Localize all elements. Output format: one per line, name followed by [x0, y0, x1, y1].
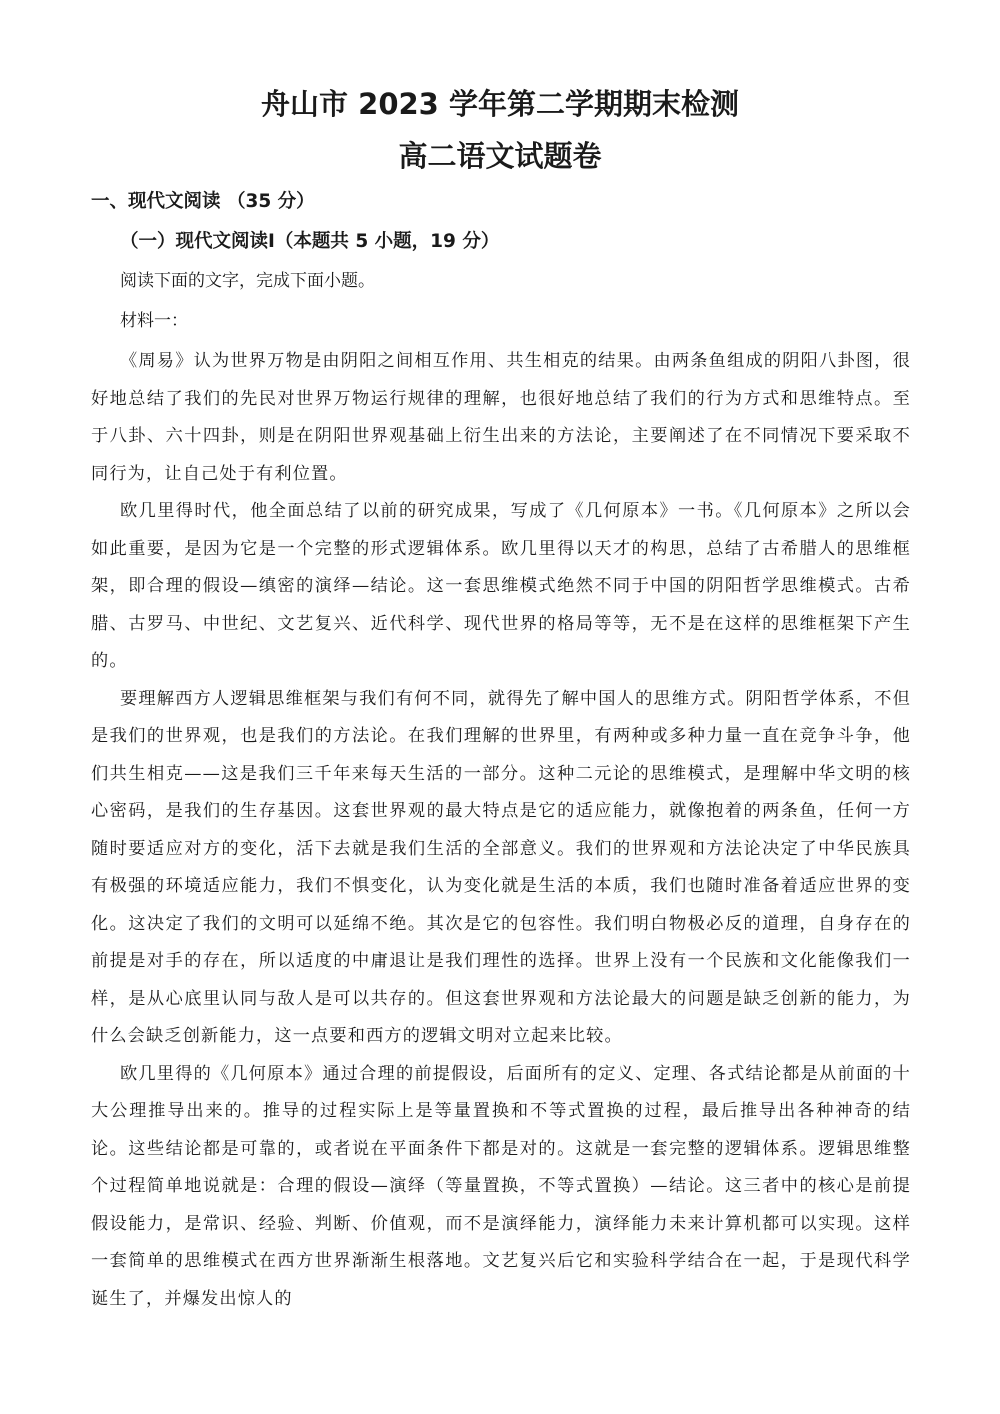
reading-instruction: 阅读下面的文字，完成下面小题。: [120, 271, 375, 291]
passage-paragraph: 要理解西方人逻辑思维框架与我们有何不同，就得先了解中国人的思维方式。阴阳哲学体系，不但是我们的世界观，也是我们的方法论。在我们理解的世界里，有两种或多种力量一直在竞争斗争，他们共生相克——这是我们三千年来每天生活的一部分。这种二元论的思维模式，是理解中华文明的核心密码，是我们的生存基因。这套世界观的最大特点是它的适应能力，就像抱着的两条鱼，任何一方随时要适应对方的变化，活下去就是我们生活的全部意义。我们的世界观和方法论决定了中华民族具有极强的环境适应能力，我们不惧变化，认为变化就是生活的本质，我们也随时准备着适应世界的变化。这决定了我们的文明可以延绵不绝。其次是它的包容性。我们明白物极必反的道理，自身存在的前提是对手的存在，所以适度的中庸退让是我们理性的选择。世界上没有一个民族和文化能像我们一样，是从心底里认同与敌人是可以共存的。但这套世界观和方法论最大的问题是缺乏创新的能力，为什么会缺乏创新能力，这一点要和西方的逻辑文明对立起来比较。: [91, 688, 911, 1046]
subsection-heading: （一）现代文阅读Ⅰ（本题共 5 小题，19 分）: [120, 231, 500, 252]
material-label: 材料一：: [120, 311, 188, 331]
passage-paragraph: 欧几里得的《几何原本》通过合理的前提假设，后面所有的定义、定理、各式结论都是从前面的十大公理推导出来的。推导的过程实际上是等量置换和不等式置换的过程，最后推导出各种神奇的结论。这些结论都是可靠的，或者说在平面条件下都是对的。这就是一套完整的逻辑体系。逻辑思维整个过程简单地说就是：合理的假设—演绎（等量置换，不等式置换）—结论。这三者中的核心是前提假设能力，是常识、经验、判断、价值观，而不是演绎能力，演绎能力未来计算机都可以实现。这样一套简单的思维模式在西方世界渐渐生根落地。文艺复兴后它和实验科学结合在一起，于是现代科学诞生了，并爆发出惊人的: [91, 1063, 911, 1309]
passage-paragraph: 《周易》认为世界万物是由阴阳之间相互作用、共生相克的结果。由两条鱼组成的阴阳八卦图，很好地总结了我们的先民对世界万物运行规律的理解，也很好地总结了我们的行为方式和思维特点。至于八卦、六十四卦，则是在阴阳世界观基础上衍生出来的方法论，主要阐述了在不同情况下要采取不同行为，让自己处于有利位置。: [91, 351, 911, 484]
section-heading: 一、现代文阅读 （35 分）: [91, 191, 315, 212]
passage-paragraph: 欧几里得时代，他全面总结了以前的研究成果，写成了《几何原本》一书。《几何原本》之所以会如此重要，是因为它是一个完整的形式逻辑体系。欧几里得以天才的构思，总结了古希腊人的思维框架，即合理的假设—缜密的演绎—结论。这一套思维模式绝然不同于中国的阴阳哲学思维模式。古希腊、古罗马、中世纪、文艺复兴、近代科学、现代世界的格局等等，无不是在这样的思维框架下产生的。: [91, 501, 911, 671]
reading-passage: [91, 343, 911, 1318]
exam-subtitle: 高二语文试题卷: [398, 139, 602, 173]
exam-title: 舟山市 2023 学年第二学期期末检测: [261, 87, 739, 121]
